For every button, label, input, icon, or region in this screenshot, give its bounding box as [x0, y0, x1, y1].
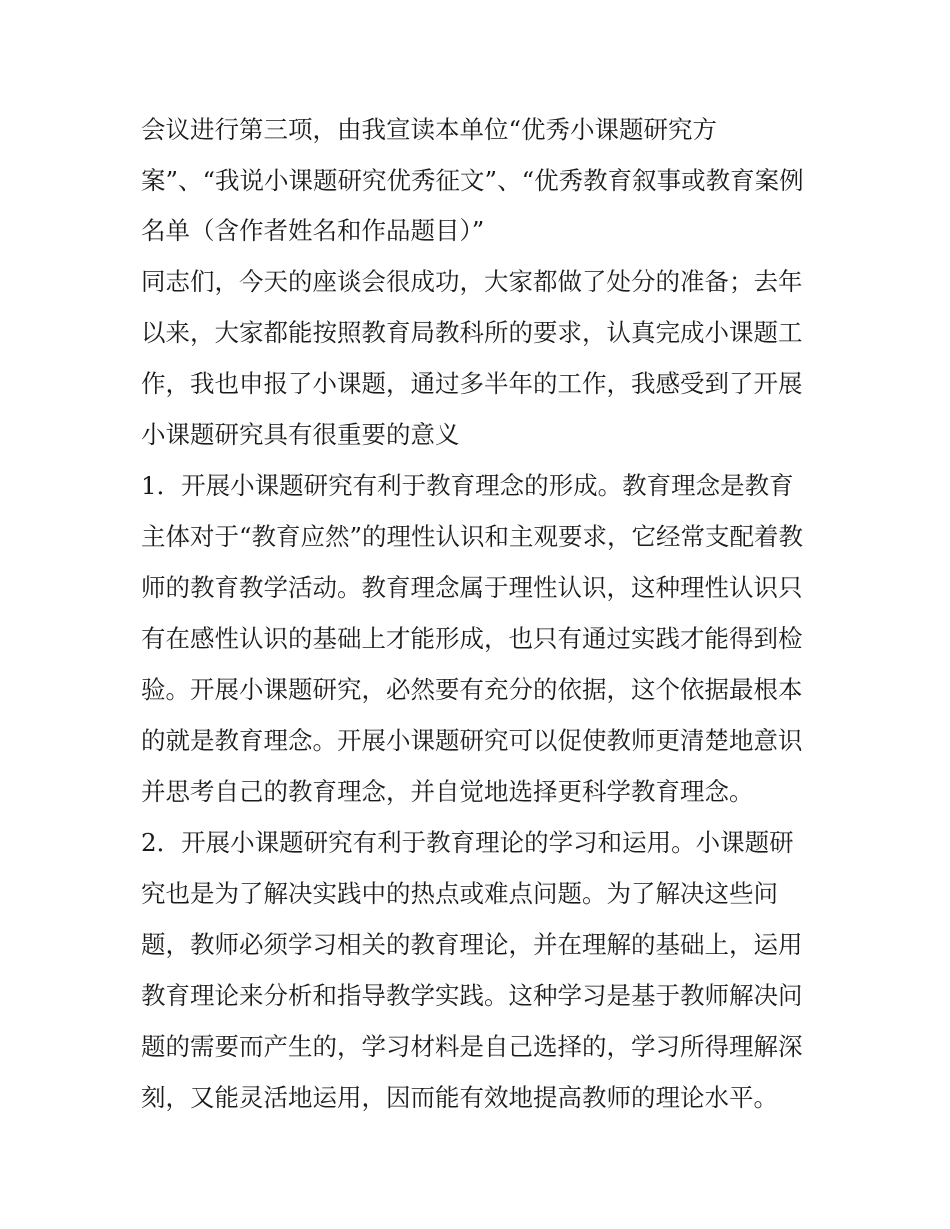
- text-line: 以来，大家都能按照教育局教科所的要求，认真完成小课题工: [141, 318, 803, 347]
- text-line: 验。开展小课题研究，必然要有充分的依据，这个依据最根本: [141, 675, 803, 704]
- text-line: 究也是为了解决实践中的热点或难点问题。为了解决这些问: [141, 879, 778, 908]
- text-line: 同志们，今天的座谈会很成功，大家都做了处分的准备；去年: [141, 267, 803, 296]
- text-line: 的就是教育理念。开展小课题研究可以促使教师更清楚地意识: [141, 726, 803, 755]
- text-line: 师的教育教学活动。教育理念属于理性认识，这种理性认识只: [141, 573, 803, 602]
- text-line: 并思考自己的教育理念，并自觉地选择更科学教育理念。: [141, 777, 754, 806]
- text-line: 名单（含作者姓名和作品题目）”: [141, 216, 485, 245]
- text-line: 主体对于“教育应然”的理性认识和主观要求，它经常支配着教: [141, 522, 804, 551]
- text-line: 会议进行第三项，由我宣读本单位“优秀小课题研究方: [141, 115, 718, 144]
- text-line: 1．开展小课题研究有利于教育理念的形成。教育理念是教育: [141, 471, 794, 500]
- text-line: 题的需要而产生的，学习材料是自己选择的，学习所得理解深: [141, 1032, 803, 1061]
- text-line: 教育理论来分析和指导教学实践。这种学习是基于教师解决问: [141, 981, 803, 1010]
- text-line: 小课题研究具有很重要的意义: [141, 420, 460, 449]
- text-line: 有在感性认识的基础上才能形成，也只有通过实践才能得到检: [141, 624, 803, 653]
- text-line: 刻，又能灵活地运用，因而能有效地提高教师的理论水平。: [141, 1083, 778, 1112]
- text-line: 作，我也申报了小课题，通过多半年的工作，我感受到了开展: [141, 369, 803, 398]
- text-line: 2．开展小课题研究有利于教育理论的学习和运用。小课题研: [141, 828, 794, 857]
- text-line: 题，教师必须学习相关的教育理论，并在理解的基础上，运用: [141, 930, 803, 959]
- text-line: 案”、“我说小课题研究优秀征文”、“优秀教育叙事或教育案例: [141, 166, 804, 195]
